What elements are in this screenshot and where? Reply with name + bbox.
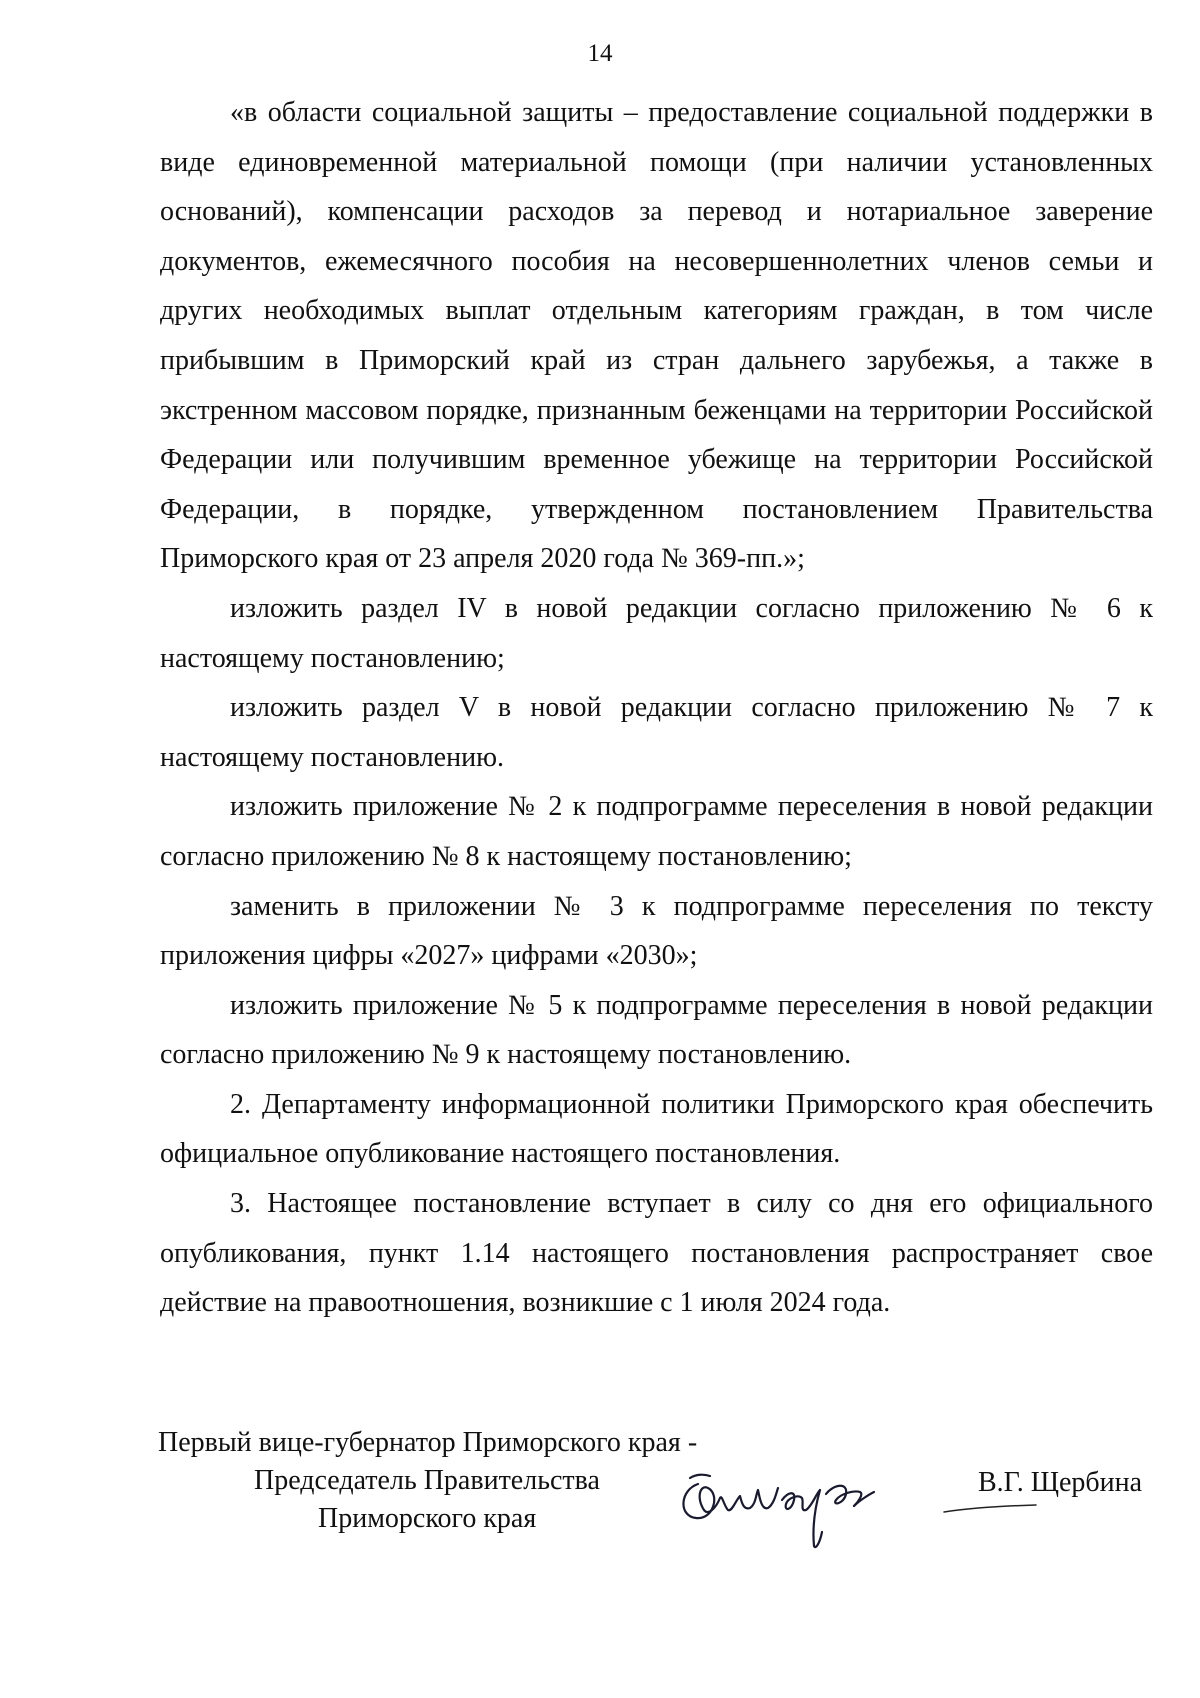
paragraph-appendix-2: изложить приложение № 2 к подпрограмме переселения в новой редакции согласно приложению № 8 к настоящему постановлению; bbox=[160, 791, 1153, 872]
name-underline-stroke bbox=[940, 1502, 1080, 1516]
position-line-3: Приморского края bbox=[318, 1503, 537, 1534]
signatory-name: В.Г. Щербина bbox=[978, 1467, 1143, 1498]
document-body bbox=[160, 88, 1153, 1328]
page-number: 14 bbox=[587, 40, 613, 67]
position-line-2: Председатель Правительства bbox=[254, 1465, 600, 1496]
paragraph-appendix-3: заменить в приложении № 3 к подпрограмме переселения по тексту приложения цифры «2027» цифрами «2030»; bbox=[160, 890, 1153, 972]
paragraph-item-3: 3. Настоящее постановление вступает в силу со дня его официального опубликования, пункт 1.14 настоящего постановления распространяет свое действие на правоотношения, возникшие с 1 июля 2024 года. bbox=[160, 1188, 1153, 1319]
paragraph-social-protection: «в области социальной защиты – предоставление социальной поддержки в виде единовременной материальной помощи (при наличии установленных оснований), компенсации расходов за перевод и нотариальное заверение документов, ежемесячного пособия на несовершеннолетних членов семьи и других необходимых выплат отдельным категориям граждан, в том числе прибывшим в Приморский край из стран дальнего зарубежья, а также в экстренном массовом порядке, признанным беженцами на территории Российской Федерации или получившим временное убежище на территории Российской Федерации, в порядке, утвержденном постановлением Правительства Приморского края от 23 апреля 2020 года № 369-пп.»; bbox=[160, 97, 1153, 575]
paragraph-appendix-5: изложить приложение № 5 к подпрограмме переселения в новой редакции согласно приложению № 9 к настоящему постановлению. bbox=[160, 989, 1153, 1071]
paragraph-section-v: изложить раздел V в новой редакции согласно приложению № 7 к настоящему постановлению. bbox=[160, 692, 1153, 773]
signature-block bbox=[0, 1424, 1200, 1554]
position-line-1: Первый вице-губернатор Приморского края - bbox=[158, 1427, 698, 1458]
paragraph-section-iv: изложить раздел IV в новой редакции согласно приложению № 6 к настоящему постановлению; bbox=[160, 592, 1153, 674]
handwritten-signature bbox=[670, 1454, 910, 1554]
signatory-position bbox=[158, 1424, 718, 1538]
paragraph-item-2: 2. Департаменту информационной политики Приморского края обеспечить официальное опубликование настоящего постановления. bbox=[160, 1088, 1153, 1170]
